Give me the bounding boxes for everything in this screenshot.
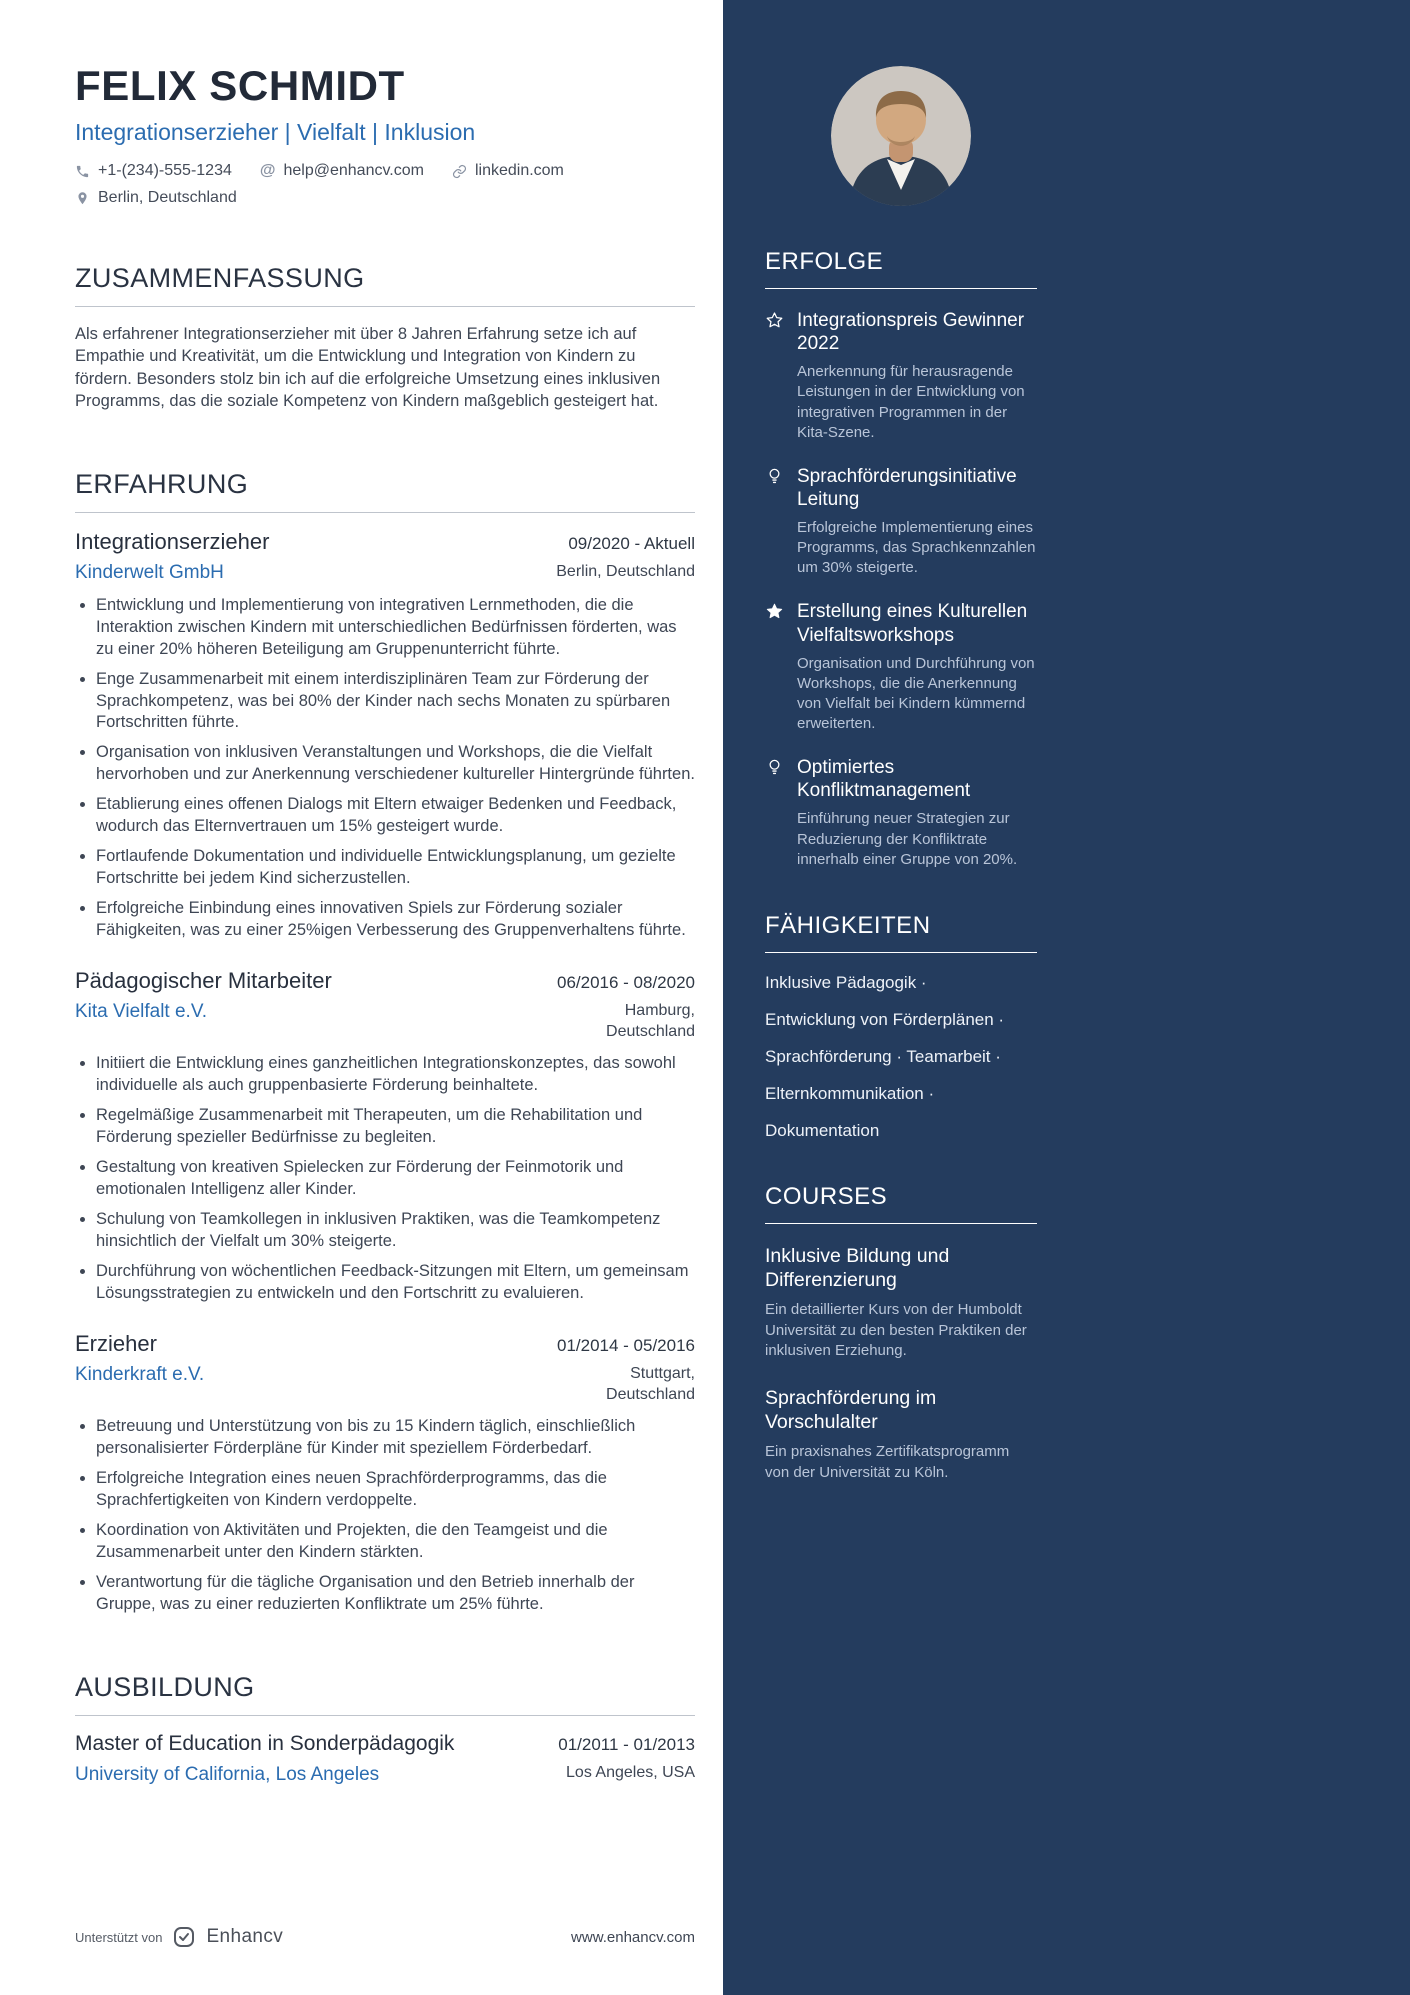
school-location: Los Angeles, USA: [566, 1763, 695, 1781]
job-bullet: • Regelmäßige Zusammenarbeit mit Therapeuten, um die Rehabilitation und Förderung spezieller Bedürfnisse zu begleiten.: [96, 1105, 695, 1149]
job-bullet: • Enge Zusammenarbeit mit einem interdisziplinären Team zur Förderung der Sprachkompetenz, was bei 80% der Kinder nach sechs Monaten zu spürbaren Fortschritten führte.: [96, 669, 695, 735]
skill-item: Sprachförderung · Teamarbeit ·: [765, 1046, 1001, 1066]
course-title: Sprachförderung im Vorschulalter: [765, 1386, 937, 1434]
email-address: help@enhancv.com: [283, 162, 424, 179]
skill-item: Elternkommunikation ·: [765, 1083, 935, 1103]
achievement-item: [765, 600, 1037, 734]
job-company: Kinderkraft e.V.: [75, 1363, 205, 1385]
experience-heading: ERFAHRUNG: [75, 469, 695, 513]
job-bullet: • Entwicklung und Implementierung von integrativen Lernmethoden, die die Interaktion zwischen Kindern mit unterschiedlichen Bedürfnissen förderten, was zu einer 20% höheren Beteiligung am Gruppenunterricht führte.: [96, 595, 695, 661]
achievement-item: [765, 465, 1037, 579]
contact-row: [75, 162, 695, 180]
job-entry: [75, 1331, 695, 1616]
skill-item: Inklusive Pädagogik ·: [765, 972, 927, 992]
job-bullet: • Fortlaufende Dokumentation und individuelle Entwicklungsplanung, um gezielte Fortschritte bei jedem Kind sicherzustellen.: [96, 846, 695, 890]
courses-heading: COURSES: [765, 1183, 1037, 1224]
skill-item: Dokumentation: [765, 1120, 880, 1140]
skills-heading: FÄHIGKEITEN: [765, 912, 1037, 953]
course-item: [765, 1386, 1037, 1483]
link-text: linkedin.com: [474, 162, 564, 179]
enhancv-url[interactable]: www.enhancv.com: [571, 1928, 695, 1946]
job-bullet: • Gestaltung von kreativen Spielecken zur Förderung der Feinmotorik und emotionalen Intelligenz aller Kinder.: [96, 1157, 695, 1201]
job-bullet: • Schulung von Teamkollegen in inklusiven Praktiken, was die Teamkompetenz hinsichtlich der Vielfalt um 30% steigerte.: [96, 1209, 695, 1253]
job-bullet: • Koordination von Aktivitäten und Projekten, die den Teamgeist und die Zusammenarbeit unter den Kindern stärkten.: [96, 1520, 695, 1564]
star-outline-icon: [765, 309, 785, 443]
job-bullet: • Organisation von inklusiven Veranstaltungen und Workshops, die die Vielfalt hervorhoben und zur Anerkennung verschiedener kultureller Hintergründe führten.: [96, 742, 695, 786]
job-bullet: • Verantwortung für die tägliche Organisation und den Betrieb innerhalb der Gruppe, was zu einer reduzierten Konfliktrate um 25% führte.: [96, 1572, 695, 1616]
skills-section: [765, 912, 1037, 1141]
achievement-item: [765, 756, 1037, 870]
job-company: Kinderwelt GmbH: [75, 561, 224, 583]
achievement-text: Anerkennung für herausragende Leistungen in der Entwicklung von integrativen Programmen in der Kita-Szene.: [797, 363, 1025, 441]
achievement-title: Optimiertes Konfliktmanagement: [797, 757, 971, 802]
job-company: Kita Vielfalt e.V.: [75, 1000, 208, 1022]
course-text: Ein detaillierter Kurs von der Humboldt Universität zu den besten Praktiken der inklusiven Erziehung.: [765, 1301, 1027, 1359]
resume-header: [75, 62, 695, 207]
job-bullet: • Initiiert die Entwicklung eines ganzheitlichen Integrationskonzeptes, das sowohl individuelle als auch gruppenbasierte Förderung beinhaltete.: [96, 1053, 695, 1097]
powered-by-label: Unterstützt von: [75, 1929, 163, 1945]
summary-text: Als erfahrener Integrationserzieher mit über 8 Jahren Erfahrung setze ich auf Empathie und Kreativität, um die Entwicklung und Integration von Kindern zu fördern. Besonders stolz bin ich auf die erfolgreiche Umsetzung eines inklusiven Programms, das die soziale Kompetenz von Kindern maßgeblich gesteigert hat.: [75, 325, 661, 411]
school-name: University of California, Los Angeles: [75, 1763, 380, 1785]
course-title: Inklusive Bildung und Differenzierung: [765, 1244, 950, 1292]
lightbulb-icon: [765, 465, 785, 579]
achievement-title: Sprachförderungsinitiative Leitung: [797, 465, 1017, 510]
degree-title: Master of Education in Sonderpädagogik: [75, 1731, 455, 1755]
job-entry: [75, 968, 695, 1305]
phone-number: +1-(234)-555-1234: [98, 162, 232, 179]
sidebar: [723, 0, 1410, 1995]
achievement-text: Organisation und Durchführung von Workshops, die die Anerkennung von Vielfalt bei Kindern kümmernd erweiterten.: [797, 654, 1035, 732]
achievement-title: Erstellung eines Kulturellen Vielfaltsworkshops: [797, 601, 1028, 646]
phone-contact[interactable]: [75, 162, 232, 180]
job-bullet: • Erfolgreiche Integration eines neuen Sprachförderprogramms, das die Sprachfertigkeiten von Kindern verdoppelte.: [96, 1468, 695, 1512]
location-text: Berlin, Deutschland: [98, 189, 237, 206]
page-footer: [75, 1925, 695, 1949]
courses-section: [765, 1183, 1037, 1483]
summary-section: [75, 263, 695, 413]
achievements-section: [765, 248, 1037, 870]
lightbulb-icon: [765, 756, 785, 870]
job-location: Hamburg, Deutschland: [606, 1001, 695, 1040]
profile-photo-image: [831, 66, 971, 206]
candidate-headline: Integrationserzieher | Vielfalt | Inklusion: [75, 119, 476, 145]
star-filled-icon: [765, 600, 785, 734]
course-text: Ein praxisnahes Zertifikatsprogramm von der Universität zu Köln.: [765, 1443, 1010, 1481]
job-bullet: • Betreuung und Unterstützung von bis zu 15 Kindern täglich, einschließlich personalisierter Förderpläne für Kinder mit speziellem Förderbedarf.: [96, 1416, 695, 1460]
skill-item: Entwicklung von Förderplänen ·: [765, 1009, 1005, 1029]
job-dates: 06/2016 - 08/2020: [556, 972, 695, 992]
email-icon: @: [259, 162, 276, 179]
job-title: Pädagogischer Mitarbeiter: [75, 967, 332, 993]
achievement-text: Einführung neuer Strategien zur Reduzierung der Konfliktrate innerhalb einer Gruppe von 20%.: [797, 810, 1018, 868]
location-contact: [75, 189, 237, 207]
location-row: [75, 189, 695, 207]
job-bullet: • Etablierung eines offenen Dialogs mit Eltern etwaiger Bedenken und Feedback, wodurch das Elternvertrauen um 15% gesteigert wurde.: [96, 794, 695, 838]
achievement-text: Erfolgreiche Implementierung eines Programms, das Sprachkennzahlen um 30% steigerte.: [797, 519, 1036, 577]
experience-section: [75, 469, 695, 1616]
job-location: Stuttgart, Deutschland: [606, 1364, 695, 1403]
job-title: Integrationserzieher: [75, 528, 270, 554]
email-contact[interactable]: [260, 162, 424, 180]
achievement-item: [765, 309, 1037, 443]
job-location: Berlin, Deutschland: [556, 562, 695, 580]
job-dates: 01/2014 - 05/2016: [556, 1335, 695, 1355]
job-bullet: • Durchführung von wöchentlichen Feedback-Sitzungen mit Eltern, um gemeinsam Lösungsstrategien zu entwickeln und den Fortschritt zu evaluieren.: [96, 1261, 695, 1305]
enhancv-brand-text: Enhancv: [206, 1926, 284, 1947]
phone-icon: [75, 164, 90, 179]
job-title: Erzieher: [75, 1330, 157, 1356]
course-item: [765, 1244, 1037, 1361]
job-entry: [75, 529, 695, 942]
link-icon: [452, 164, 467, 179]
job-bullet: • Erfolgreiche Einbindung eines innovativen Spiels zur Förderung sozialer Fähigkeiten, was zu einer 25%igen Verbesserung des Gruppenverhaltens führte.: [96, 898, 695, 942]
profile-photo: [831, 66, 971, 206]
enhancv-logo-icon: [172, 1925, 196, 1949]
achievement-title: Integrationspreis Gewinner 2022: [797, 310, 1025, 355]
job-bullets: [75, 595, 695, 942]
education-entry: [75, 1732, 695, 1786]
education-section: [75, 1672, 695, 1786]
job-bullets: [75, 1416, 695, 1616]
degree-dates: 01/2011 - 01/2013: [558, 1734, 695, 1754]
summary-heading: ZUSAMMENFASSUNG: [75, 263, 695, 307]
achievements-heading: ERFOLGE: [765, 248, 1037, 289]
link-contact[interactable]: [452, 162, 564, 180]
location-pin-icon: [75, 191, 90, 206]
education-heading: AUSBILDUNG: [75, 1672, 695, 1716]
candidate-name: FELIX SCHMIDT: [75, 62, 405, 109]
job-dates: 09/2020 - Aktuell: [568, 533, 695, 553]
job-bullets: [75, 1053, 695, 1304]
